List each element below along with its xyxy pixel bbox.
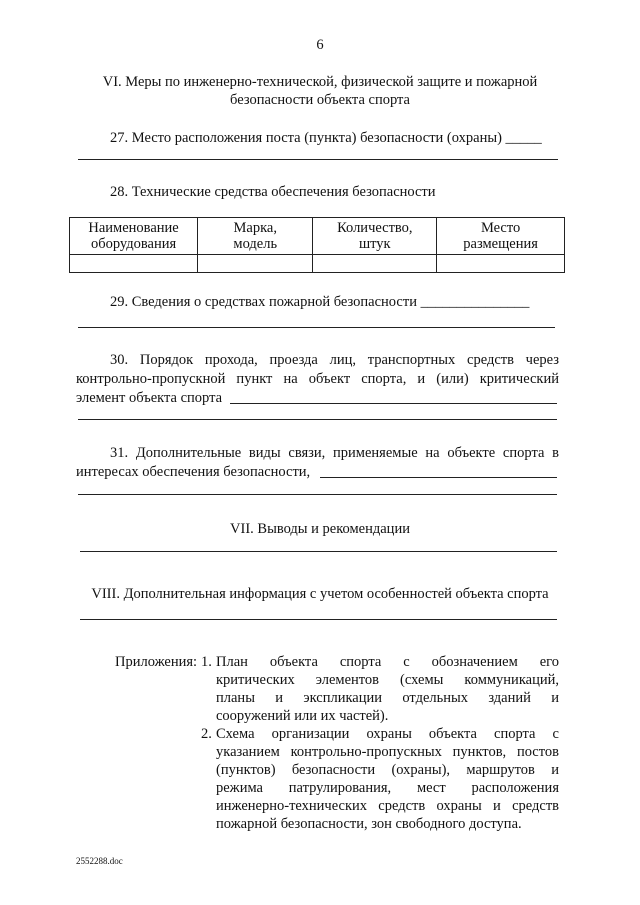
header-cell-line: Количество, — [337, 220, 413, 236]
header-equipment-name — [70, 218, 198, 255]
section-7-fill-line — [80, 551, 557, 552]
page-number: 6 — [316, 37, 324, 53]
appendix-1-line-1: План объекта спорта с обозначением его — [216, 654, 559, 670]
header-cell-line: штук — [359, 236, 391, 252]
appendix-1-line-3: планы и экспликации отдельных зданий и — [216, 690, 559, 706]
appendix-1-line-4: сооружений или их частей). — [216, 708, 389, 724]
item-30-inline-fill-line — [230, 403, 557, 404]
item-31-line-1: 31. Дополнительные виды связи, применяемые на объекте спорта в — [110, 445, 559, 461]
table-header-row — [70, 218, 565, 255]
item-27-fill-line — [78, 159, 558, 160]
header-brand-model — [198, 218, 313, 255]
section-6-title-line-1: VI. Меры по инженерно-технической, физической защите и пожарной — [102, 74, 538, 90]
item-27-text: 27. Место расположения поста (пункта) безопасности (охраны) _____ — [110, 130, 542, 146]
appendix-2-line-4: режима патрулирования, мест расположения — [216, 780, 559, 796]
item-28-text: 28. Технические средства обеспечения безопасности — [110, 184, 436, 200]
item-29-text: 29. Сведения о средствах пожарной безопасности _______________ — [110, 294, 530, 310]
equipment-table — [69, 217, 565, 273]
table-cell[interactable] — [198, 255, 313, 273]
footer-doc-id: 2552288.doc — [76, 856, 123, 866]
header-cell-line: оборудования — [90, 236, 177, 252]
appendix-1-line-2: критических элементов (схемы коммуникаций, — [216, 672, 559, 688]
section-6-title-line-2: безопасности объекта спорта — [230, 92, 410, 108]
appendix-2-line-2: указанием контрольно-пропускных пунктов, постов — [216, 744, 559, 760]
section-8-title: VIII. Дополнительная информация с учетом особенностей объекта спорта — [91, 586, 549, 602]
table-row — [70, 255, 565, 273]
header-cell-line: Наименование — [88, 220, 179, 236]
header-cell-line: размещения — [463, 236, 538, 252]
section-7-title: VII. Выводы и рекомендации — [230, 521, 410, 537]
header-cell-line: Марка, — [233, 220, 277, 236]
header-cell-line: модель — [233, 236, 278, 252]
appendix-2-line-5: инженерно-технических средств охраны и средств — [216, 798, 559, 814]
appendix-2-line-1: Схема организации охраны объекта спорта с — [216, 726, 559, 742]
item-31-line-2: интересах обеспечения безопасности, — [76, 464, 311, 480]
table-cell[interactable] — [437, 255, 565, 273]
appendix-2-number: 2. — [201, 726, 212, 742]
item-30-line-3: элемент объекта спорта — [76, 390, 223, 406]
table-cell[interactable] — [313, 255, 437, 273]
appendix-2-line-3: (пунктов) безопасности (охраны), маршрутов и — [216, 762, 559, 778]
appendix-1-number: 1. — [201, 654, 212, 670]
item-31-inline-fill-line — [320, 477, 557, 478]
header-quantity — [313, 218, 437, 255]
section-8-fill-line — [80, 619, 557, 620]
header-cell-line: Место — [480, 220, 521, 236]
item-30-line-2: контрольно-пропускной пункт на объект спорта, и (или) критический — [76, 371, 559, 387]
item-29-fill-line — [78, 327, 555, 328]
item-30-line-1: 30. Порядок прохода, проезда лиц, транспортных средств через — [110, 352, 559, 368]
appendix-label: Приложения: — [115, 654, 198, 670]
item-31-fill-line — [78, 494, 557, 495]
item-30-fill-line — [78, 419, 557, 420]
appendix-2-line-6: пожарной безопасности, зон свободного доступа. — [216, 816, 522, 832]
table-cell[interactable] — [70, 255, 198, 273]
header-location — [437, 218, 565, 255]
